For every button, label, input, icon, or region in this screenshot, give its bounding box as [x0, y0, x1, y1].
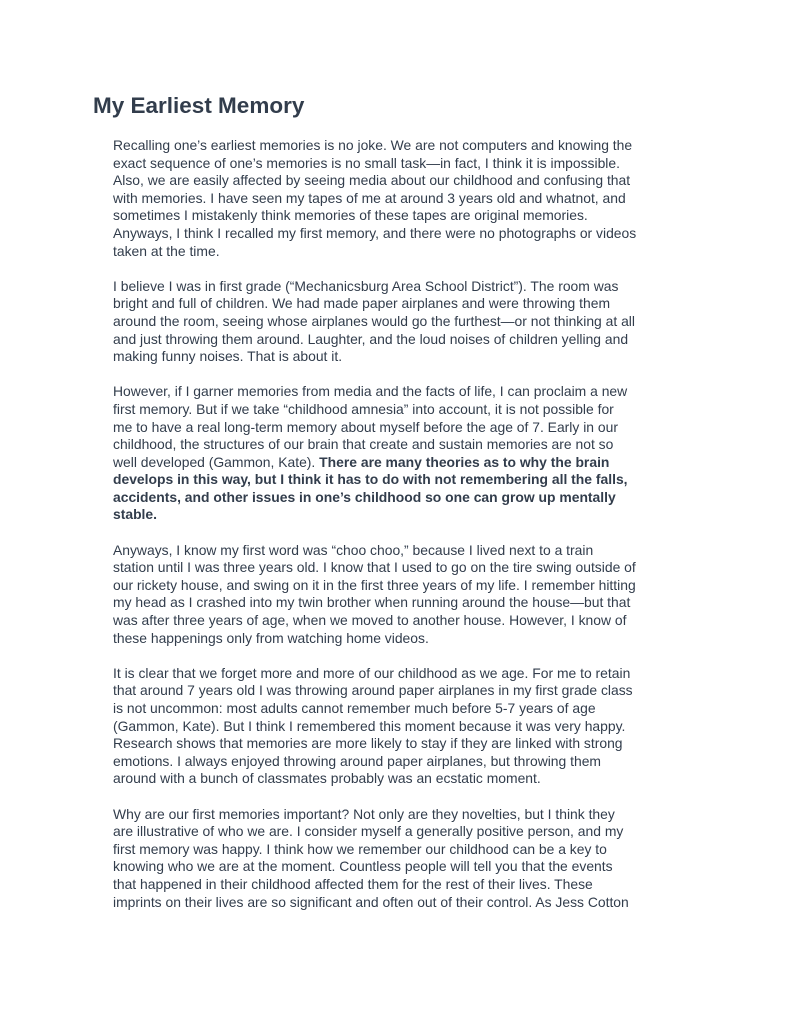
text-line: Anyways, I think I recalled my first memory, and there were no photographs or videos: [113, 224, 637, 241]
bold-text-line: develops in this way, but I think it has to do with not remembering all the falls,: [113, 471, 628, 488]
text-line: taken at the time.: [113, 242, 220, 259]
paragraph-4: [113, 542, 713, 648]
text-line: first memory. But if we take “childhood amnesia” into account, it is not possible for: [113, 400, 614, 417]
text-line: me to have a real long-term memory about myself before the age of 7. Early in our: [113, 418, 618, 435]
text-line: Recalling one’s earliest memories is no joke. We are not computers and knowing the: [113, 137, 633, 153]
text-line: bright and full of children. We had made paper airplanes and were throwing them: [113, 295, 611, 312]
text-line: Also, we are easily affected by seeing media about our childhood and confusing that: [113, 172, 631, 189]
text-line: with memories. I have seen my tapes of me at around 3 years old and whatnot, and: [113, 189, 626, 206]
text-line: first memory was happy. I think how we remember our childhood can be a key to: [113, 840, 607, 857]
text-line: that happened in their childhood affected them for the rest of their lives. These: [113, 875, 593, 892]
text-line: making funny noises. That is about it.: [113, 348, 343, 365]
text-line: is not uncommon: most adults cannot remember much before 5-7 years of age: [113, 700, 596, 716]
text-line: Anyways, I know my first word was “choo choo,” because I lived next to a train: [113, 541, 594, 558]
text-line: are illustrative of who we are. I consider myself a generally positive person, and my: [113, 823, 624, 840]
text-line: these happenings only from watching home videos.: [113, 629, 429, 646]
text-line: our rickety house, and swing on it in the first three years of my life. I remember hitting: [113, 576, 636, 593]
paragraph-1: [113, 137, 713, 260]
text-line: childhood, the structures of our brain that create and sustain memories are not so: [113, 436, 614, 453]
paragraph-6: [113, 806, 713, 912]
bold-text-line: stable.: [113, 506, 158, 523]
text-line: that around 7 years old I was throwing around paper airplanes in my first grade class: [113, 682, 633, 699]
text-line: (Gammon, Kate). But I think I remembered this moment because it was very happy.: [113, 717, 626, 734]
citation-text: well developed (Gammon, Kate).: [113, 453, 320, 470]
page-title: My Earliest Memory: [93, 93, 305, 118]
paragraph-3: [113, 383, 713, 524]
text-line: I believe I was in first grade (“Mechanicsburg Area School District”). The room was: [113, 277, 619, 294]
text-line: sometimes I mistakenly think memories of these tapes are original memories.: [113, 207, 588, 224]
bold-text-line: accidents, and other issues in one’s childhood so one can grow up mentally: [113, 488, 616, 505]
essay-body: [113, 137, 713, 929]
text-line: my head as I crashed into my twin brother when running around the house—but that: [113, 594, 631, 611]
text-line: and just throwing them around. Laughter, and the loud noises of children yelling and: [113, 330, 629, 347]
bold-emphasis-text: There are many theories as to why the brain: [319, 453, 610, 470]
paragraph-2: [113, 278, 713, 366]
text-line: emotions. I always enjoyed throwing around paper airplanes, but throwing them: [113, 752, 601, 769]
text-line: imprints on their lives are so significant and often out of their control. As Jess Cotton: [113, 893, 629, 910]
text-line: around the room, seeing whose airplanes would go the furthest—or not thinking at all: [113, 312, 635, 329]
text-line: It is clear that we forget more and more of our childhood as we age. For me to retain: [113, 664, 631, 681]
text-line: knowing who we are at the moment. Countless people will tell you that the events: [113, 858, 613, 875]
text-line: Why are our first memories important? Not only are they novelties, but I think they: [113, 805, 615, 822]
mixed-text-line: [113, 454, 713, 472]
text-line: exact sequence of one’s memories is no small task—in fact, I think it is impossible.: [113, 154, 620, 171]
text-line: around with a bunch of classmates probably was an ecstatic moment.: [113, 770, 541, 787]
text-line: Research shows that memories are more likely to stay if they are linked with strong: [113, 735, 623, 752]
text-line: station until I was three years old. I know that I used to go on the tire swing outside of: [113, 559, 636, 576]
paragraph-5: [113, 665, 713, 788]
text-line: However, if I garner memories from media and the facts of life, I can proclaim a new: [113, 383, 628, 400]
text-line: was after three years of age, when we moved to another house. However, I know of: [113, 612, 627, 629]
